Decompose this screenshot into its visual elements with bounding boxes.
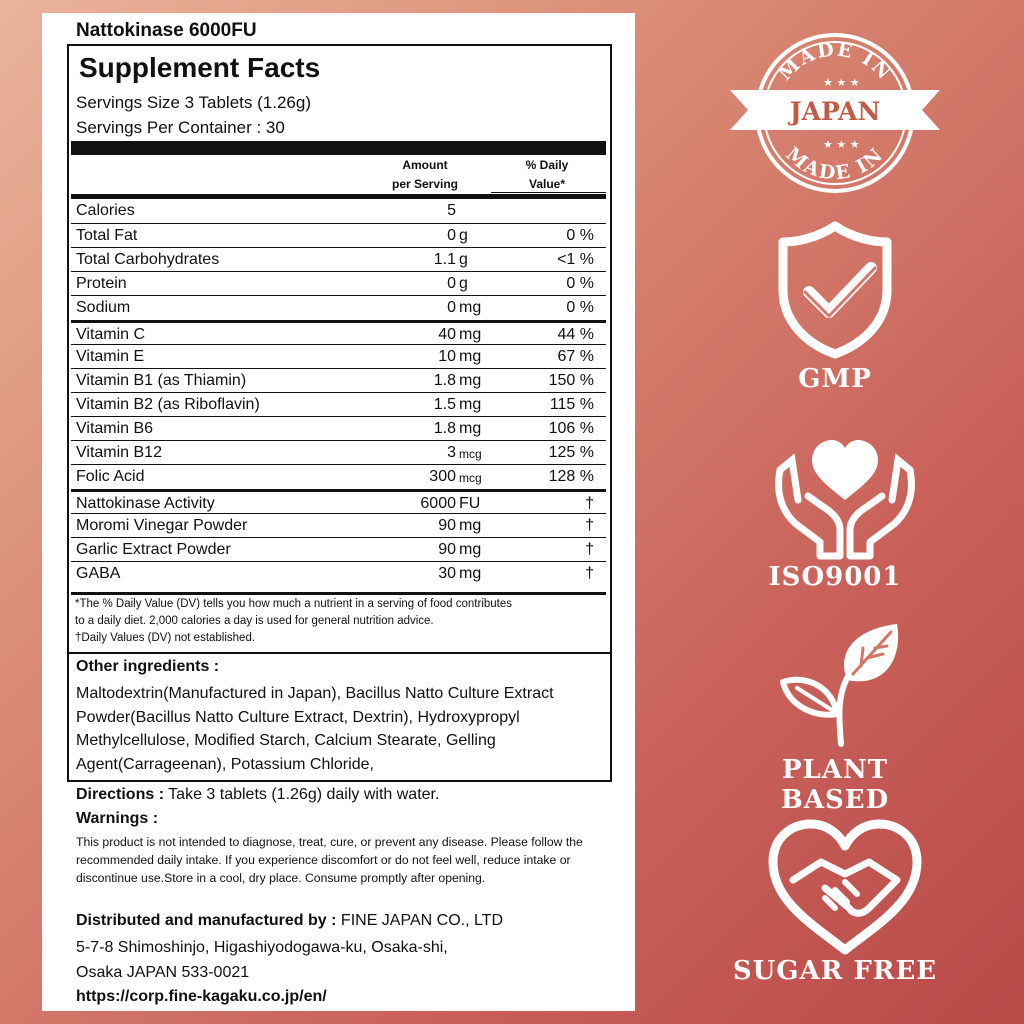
servings-per-container: Servings Per Container : 30	[76, 118, 285, 137]
svg-text:★ ★ ★: ★ ★ ★	[823, 138, 860, 151]
nutrient-daily-value: 0 %	[566, 227, 594, 244]
gmp-label: GMP	[798, 364, 872, 394]
product-title: Nattokinase 6000FU	[76, 20, 257, 41]
nutrient-daily-value: 125 %	[548, 444, 594, 461]
nutrient-daily-value: <1 %	[557, 251, 594, 268]
serving-size: Servings Size 3 Tablets (1.26g)	[76, 93, 311, 112]
distributor-line	[76, 912, 503, 930]
nutrient-unit: mg	[459, 326, 482, 343]
nutrient-unit: mcg	[459, 447, 482, 461]
nutrient-name: GABA	[76, 565, 121, 582]
nutrient-amount: 1.1	[433, 251, 456, 268]
nutrient-row	[71, 368, 606, 392]
shield-check-icon	[775, 220, 895, 360]
footnote-divider	[71, 592, 606, 595]
nutrient-amount: 1.8	[433, 420, 456, 437]
nutrient-row	[71, 344, 606, 368]
nutrient-daily-value: 150 %	[548, 372, 594, 389]
leaf-sprout-icon	[775, 618, 915, 754]
nutrient-daily-value: †	[585, 517, 594, 534]
nutrient-name: Vitamin B6	[76, 420, 154, 437]
nutrient-name: Folic Acid	[76, 468, 145, 485]
nutrient-amount: 6000	[420, 495, 456, 512]
nutrient-amount: 3	[447, 444, 456, 461]
dv-header-rule	[491, 192, 606, 193]
nutrient-amount: 0	[447, 275, 456, 292]
dv-header-line2: Value*	[528, 177, 566, 191]
made-in-japan-seal-icon	[730, 28, 940, 198]
nutrient-amount: 5	[447, 202, 456, 219]
warnings-text: This product is not intended to diagnose, treat, cure, or prevent any disease. Please follow the recommended daily intake. If you experience discomfort or do not feel well, reduce intake or discontinue use.Store in a cool, dry place. Consume promptly after opening.	[76, 835, 583, 885]
dv-header-line1: % Daily	[525, 158, 569, 172]
thick-divider	[71, 141, 606, 155]
nutrient-unit: mg	[459, 565, 482, 582]
nutrient-row	[71, 223, 606, 247]
supplement-facts-box	[67, 44, 612, 782]
nutrient-row	[71, 199, 606, 223]
nutrient-row	[71, 513, 606, 537]
nutrient-amount: 90	[438, 517, 456, 534]
nutrient-name: Protein	[76, 275, 127, 292]
seal-center-text: JAPAN	[789, 97, 881, 126]
nutrient-name: Garlic Extract Powder	[76, 541, 231, 558]
nutrient-unit: mg	[459, 372, 482, 389]
nutrient-row	[71, 489, 606, 513]
warnings-label: Warnings :	[76, 810, 159, 827]
ingredients-divider	[69, 652, 610, 654]
nutrient-daily-value: †	[585, 565, 594, 582]
nutrient-row	[71, 416, 606, 440]
nutrient-unit: mg	[459, 541, 482, 558]
directions-label: Directions :	[76, 786, 165, 803]
supplement-facts-title: Supplement Facts	[79, 52, 321, 83]
seal-bottom-text: MADE IN	[781, 142, 889, 185]
nutrient-name: Sodium	[76, 299, 131, 316]
nutrient-unit: g	[459, 251, 468, 268]
nutrient-amount: 40	[438, 326, 456, 343]
nutrient-amount: 1.8	[433, 372, 456, 389]
nutrient-amount: 0	[447, 227, 456, 244]
nutrient-row	[71, 464, 606, 488]
footnote-3: †Daily Values (DV) not established.	[75, 632, 256, 644]
other-ingredients-title: Other ingredients :	[76, 658, 220, 675]
nutrient-unit: g	[459, 227, 468, 244]
footnote-1: *The % Daily Value (DV) tells you how much a nutrient in a serving of food contributes	[75, 598, 512, 610]
distributor-label: Distributed and manufactured by :	[76, 912, 337, 929]
nutrient-amount: 90	[438, 541, 456, 558]
address-line-1: 5-7-8 Shimoshinjo, Higashiyodogawa-ku, Osaka-shi,	[76, 939, 448, 956]
plant-based-label: PLANT BASED	[780, 755, 890, 815]
nutrient-unit: mg	[459, 348, 482, 365]
nutrient-unit: mg	[459, 299, 482, 316]
nutrient-name: Moromi Vinegar Powder	[76, 517, 248, 534]
address-line-2: Osaka JAPAN 533-0021	[76, 964, 250, 981]
nutrient-name: Vitamin C	[76, 326, 146, 343]
nutrient-row	[71, 561, 606, 585]
nutrient-daily-value: 115 %	[549, 396, 594, 413]
svg-text:★ ★ ★: ★ ★ ★	[823, 76, 860, 89]
nutrient-unit: mg	[459, 396, 482, 413]
nutrient-daily-value: 67 %	[557, 348, 594, 365]
other-ingredients-text: Maltodextrin(Manufactured in Japan), Bacillus Natto Culture Extract Powder(Bacillus Natto Culture Extract, Dextrin), Hydroxypropyl Methylcellulose, Modified Starch, Calcium Stearate, Gelling Agent(Carrageenan), Potassium Chloride,	[76, 685, 554, 773]
footnote-2: to a daily diet. 2,000 calories a day is used for general nutrition advice.	[75, 615, 434, 627]
nutrient-name: Vitamin E	[76, 348, 145, 365]
nutrient-row	[71, 440, 606, 464]
nutrient-name: Nattokinase Activity	[76, 495, 215, 512]
nutrient-amount: 1.5	[433, 396, 456, 413]
nutrient-unit: mcg	[459, 471, 482, 485]
iso-label: ISO9001	[768, 562, 902, 592]
nutrient-daily-value: 0 %	[566, 275, 594, 292]
heart-handshake-icon	[765, 818, 925, 958]
nutrient-row	[71, 537, 606, 561]
nutrient-amount: 30	[438, 565, 456, 582]
directions	[76, 786, 439, 804]
sugar-free-label: SUGAR FREE	[732, 956, 938, 986]
nutrient-row	[71, 295, 606, 319]
amount-header-line2: per Serving	[391, 177, 459, 191]
nutrient-name: Calories	[76, 202, 135, 219]
nutrient-daily-value: 106 %	[548, 420, 594, 437]
hands-heart-icon	[770, 430, 920, 560]
directions-text: Take 3 tablets (1.26g) daily with water.	[164, 786, 440, 803]
nutrient-row	[71, 271, 606, 295]
nutrient-amount: 10	[438, 348, 456, 365]
amount-header-line1: Amount	[402, 158, 448, 172]
nutrient-unit: g	[459, 275, 468, 292]
seal-top-text: MADE IN	[774, 38, 897, 85]
nutrient-name: Vitamin B12	[76, 444, 162, 461]
nutrient-daily-value: †	[585, 495, 594, 512]
nutrient-daily-value: 128 %	[548, 468, 594, 485]
nutrient-row	[71, 247, 606, 271]
nutrient-daily-value: 0 %	[566, 299, 594, 316]
nutrient-amount: 300	[429, 468, 456, 485]
nutrient-unit: FU	[459, 495, 481, 512]
nutrient-daily-value: 44 %	[557, 326, 594, 343]
nutrient-amount: 0	[447, 299, 456, 316]
dv-header	[491, 156, 603, 194]
nutrient-daily-value: †	[585, 541, 594, 558]
amount-header	[369, 156, 481, 194]
nutrient-name: Total Fat	[76, 227, 138, 244]
nutrient-row	[71, 320, 606, 344]
nutrient-unit: mg	[459, 517, 482, 534]
distributor-name: FINE JAPAN CO., LTD	[336, 912, 504, 929]
nutrient-row	[71, 392, 606, 416]
distributor-url[interactable]: https://corp.fine-kagaku.co.jp/en/	[76, 988, 327, 1005]
nutrient-name: Vitamin B1 (as Thiamin)	[76, 372, 247, 389]
nutrient-name: Total Carbohydrates	[76, 251, 220, 268]
nutrient-unit: mg	[459, 420, 482, 437]
nutrient-name: Vitamin B2 (as Riboflavin)	[76, 396, 260, 413]
